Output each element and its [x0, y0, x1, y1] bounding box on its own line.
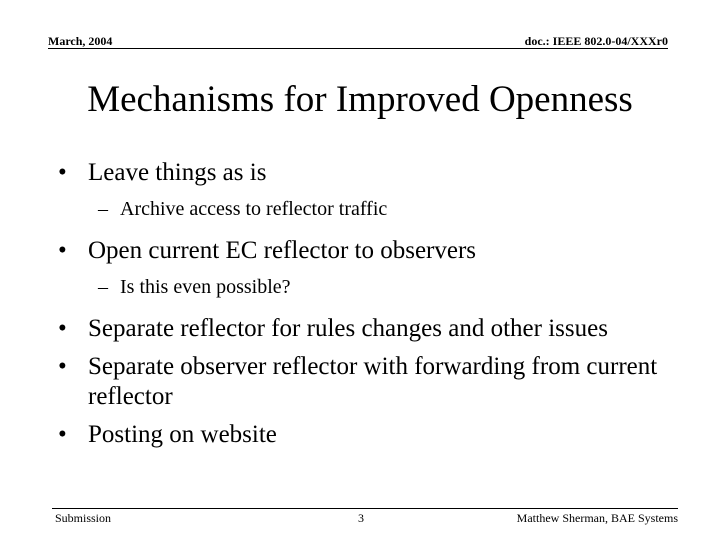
bullet-item — [58, 420, 678, 450]
header-rule — [48, 48, 668, 49]
bullet-dot: • — [58, 159, 67, 186]
footer-page-number: 3 — [358, 511, 364, 525]
bullet-text: Open current EC reflector to observers — [88, 237, 477, 264]
sub-bullet-text: Archive access to reflector traffic — [120, 198, 388, 220]
bullet-text: Posting on website — [88, 421, 277, 448]
bullet-dot: • — [58, 353, 67, 380]
bullet-item — [58, 158, 678, 188]
spacer — [58, 300, 678, 306]
sub-bullet-dash: – — [98, 276, 108, 298]
bullet-list — [58, 158, 678, 450]
bullet-text: Separate observer reflector with forwarding from current reflector — [88, 353, 658, 410]
footer-author: Matthew Sherman, BAE Systems — [516, 511, 678, 525]
footer-rule — [52, 508, 678, 509]
sub-bullet-item — [58, 274, 678, 300]
bullet-item — [58, 352, 668, 412]
bullet-item — [58, 314, 648, 344]
sub-bullet-text: Is this even possible? — [120, 276, 291, 298]
bullet-dot: • — [58, 237, 67, 264]
header-date: March, 2004 — [48, 34, 113, 48]
spacer — [58, 222, 678, 228]
bullet-dot: • — [58, 315, 67, 342]
bullet-dot: • — [58, 421, 67, 448]
sub-bullet-item — [58, 196, 678, 222]
bullet-text: Leave things as is — [88, 159, 267, 186]
header-doc-id: doc.: IEEE 802.0-04/XXXr0 — [524, 34, 668, 48]
bullet-text: Separate reflector for rules changes and other issues — [88, 315, 608, 342]
sub-bullet-dash: – — [98, 198, 108, 220]
footer-submission: Submission — [55, 511, 112, 525]
bullet-item — [58, 236, 678, 266]
slide-title: Mechanisms for Improved Openness — [87, 79, 633, 120]
